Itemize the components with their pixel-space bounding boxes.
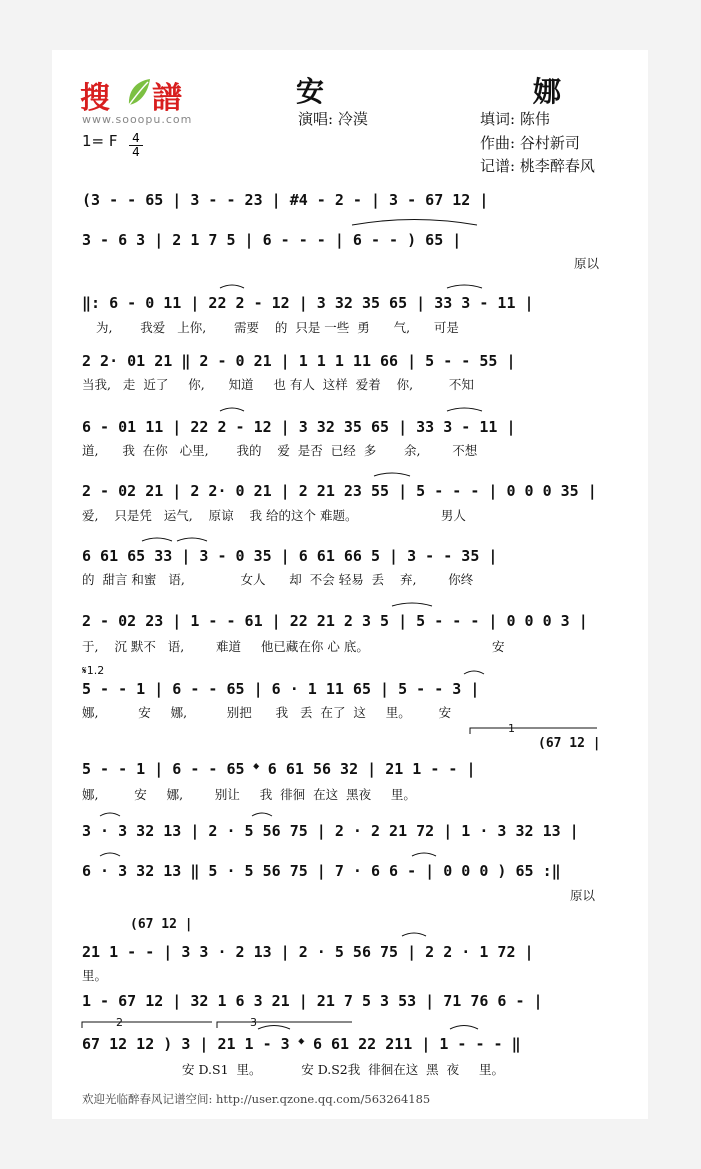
slur-line-8 [392, 603, 432, 606]
lyrics-line-2: 原以 [574, 256, 600, 271]
slur-line-3a [220, 285, 244, 288]
notes-line-10: (67 12 | [538, 736, 601, 751]
notes-line-7: 6 61 65 33 | 3 - 0 35 | 6 61 66 5 | 3 - - 35 | [82, 547, 498, 565]
slur-line-13a [100, 853, 120, 856]
logo-char-pu: 譜 [152, 81, 182, 116]
ending-2-bracket [82, 1022, 212, 1028]
slur-line-9 [464, 671, 484, 674]
slur-line-5b [447, 408, 482, 411]
notes-line-4: 2 2· 01 21 ‖ 2 - 0 21 | 1 1 1 11 66 | 5 - - 55 | [82, 352, 516, 370]
slur-line-12b [252, 813, 272, 816]
slur-line-2 [352, 220, 477, 226]
notes-line-13: 6 · 3 32 13 ‖ 5 · 5 56 75 | 7 · 6 6 - | 0 0 0 ) 65 :‖ [82, 862, 561, 880]
lyrics-line-4: 当我, 走 近了 你, 知道 也 有人 这样 爱着 你, 不知 [82, 377, 474, 392]
key-signature: 1= F [82, 132, 118, 150]
slur-line-13b [412, 853, 436, 856]
slur-line-17b [450, 1026, 478, 1030]
slur-line-5a [220, 408, 244, 411]
lyrics-line-11: 娜, 安 娜, 别让 我 徘徊 在这 黑夜 里。 [82, 787, 416, 802]
slur-line-3b [447, 285, 482, 288]
logo-url: www.sooopu.com [82, 113, 193, 126]
lyrics-line-15: 里。 [82, 968, 108, 983]
score-sheet [52, 50, 648, 1119]
transcriber-credit: 记谱: 桃李醉春风 [480, 157, 595, 175]
ending-1-mark: 1 [508, 722, 515, 735]
notes-line-5: 6 - 01 11 | 22 2 - 12 | 3 32 35 65 | 33 3 - 11 | [82, 418, 516, 436]
lyrics-line-3: 为, 我爱 上你, 需要 的 只是 一些 勇 气, 可是 [96, 320, 459, 335]
notes-line-11: 5 - - 1 | 6 - - 65 𝄌 6 61 56 32 | 21 1 - - | [82, 760, 476, 778]
notes-line-12: 3 · 3 32 13 | 2 · 5 56 75 | 2 · 2 21 72 | 1 · 3 32 13 | [82, 822, 579, 840]
notation-decorations [52, 50, 648, 1119]
lyrics-line-7: 的 甜言 和蜜 语, 女人 却 不会 轻易 丢 弃, 你终 [82, 572, 474, 587]
slur-line-17a [258, 1026, 290, 1030]
ending-3-mark: 3 [250, 1016, 257, 1029]
lyrics-line-9: 娜, 安 娜, 别把 我 丢 在了 这 里。 安 [82, 705, 452, 720]
time-sig-top: 4 [132, 131, 140, 145]
logo-char-sou: 搜 [80, 81, 110, 116]
notes-line-6: 2 - 02 21 | 2 2· 0 21 | 2 21 23 55 | 5 - - - | 0 0 0 35 | [82, 482, 597, 500]
notes-line-1: (3 - - 65 | 3 - - 23 | #4 - 2 - | 3 - 67 12 | [82, 191, 489, 209]
footer-text: 欢迎光临醉春风记谱空间: http://user.qzone.qq.com/563264185 [82, 1092, 431, 1106]
slur-line-15 [402, 933, 426, 936]
notes-line-3: ‖: 6 - 0 11 | 22 2 - 12 | 3 32 35 65 | 33 3 - 11 | [82, 294, 534, 312]
lyrics-line-5: 道, 我 在你 心里, 我的 爱 是否 已经 多 余, 不想 [82, 443, 478, 458]
lyrics-line-8: 于, 沉 默不 语, 难道 他已藏在你 心 底。 安 [82, 639, 505, 654]
slur-line-7a [142, 538, 172, 541]
notes-line-9: 5 - - 1 | 6 - - 65 | 6 · 1 11 65 | 5 - - 3 | [82, 680, 480, 698]
song-title: 安 娜 [296, 75, 595, 108]
notes-line-8: 2 - 02 23 | 1 - - 61 | 22 21 2 3 5 | 5 - - - | 0 0 0 3 | [82, 612, 588, 630]
time-sig-bottom: 4 [129, 145, 143, 159]
notes-line-17: 67 12 12 ) 3 | 21 1 - 3 𝄌 6 61 22 211 | 1 - - - ‖ [82, 1035, 521, 1053]
slur-line-12a [100, 813, 120, 816]
notes-line-2: 3 - 6 3 | 2 1 7 5 | 6 - - - | 6 - - ) 65 | [82, 231, 462, 249]
lyricist-credit: 填词: 陈伟 [480, 110, 550, 128]
lyrics-line-13: 原以 [570, 888, 596, 903]
lyrics-line-17: 安 D.S1 里。 安 D.S2我 徘徊在这 黑 夜 里。 [182, 1062, 504, 1077]
notes-line-16: 1 - 67 12 | 32 1 6 3 21 | 21 7 5 3 53 | 71 76 6 - | [82, 992, 543, 1010]
segno-mark: 𝄋1.2 [82, 664, 105, 677]
notes-line-14: (67 12 | [130, 917, 193, 932]
notes-line-15: 21 1 - - | 3 3 · 2 13 | 2 · 5 56 75 | 2 2 · 1 72 | [82, 943, 534, 961]
composer-credit: 作曲: 谷村新司 [480, 134, 580, 152]
singer-credit: 演唱: 冷漠 [298, 110, 368, 128]
slur-line-6 [374, 473, 410, 476]
lyrics-line-6: 爱, 只是凭 运气, 原谅 我 给的这个 难题。 男人 [82, 508, 466, 523]
ending-1-bracket [470, 728, 597, 734]
ending-2-mark: 2 [116, 1016, 123, 1029]
slur-line-7b [177, 538, 207, 541]
